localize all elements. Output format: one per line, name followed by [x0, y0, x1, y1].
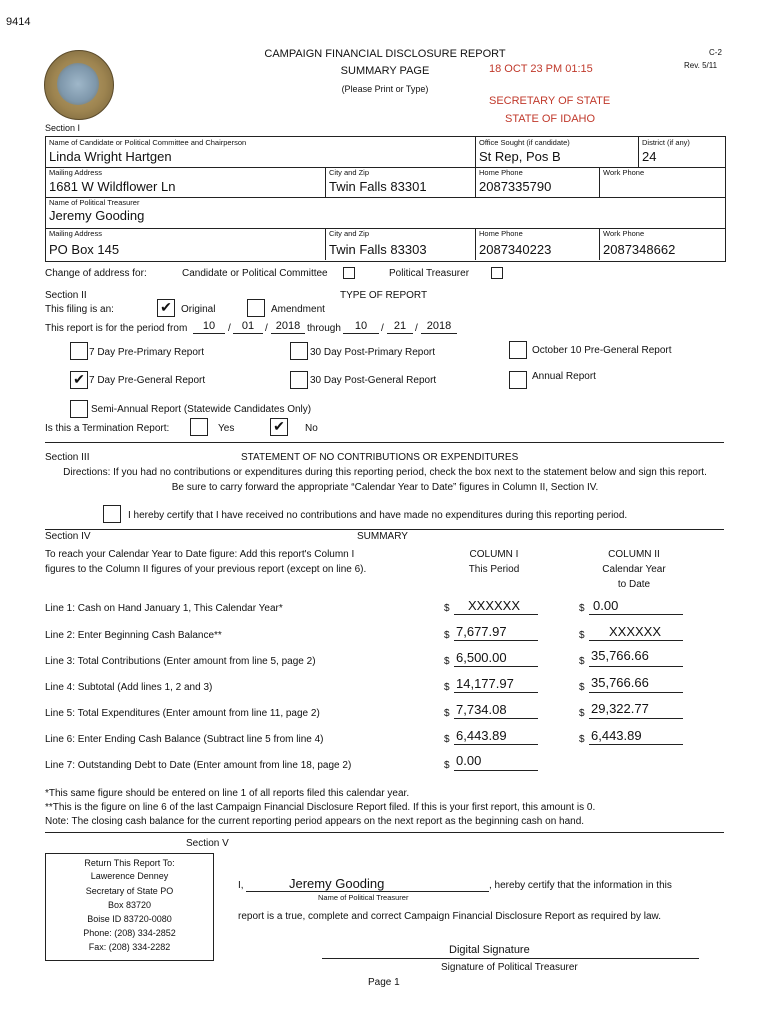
dollar-sign: $	[579, 682, 585, 693]
amendment-label: Amendment	[271, 304, 325, 315]
line1-column1[interactable]: XXXXXX	[468, 598, 521, 613]
line5-label: Line 5: Total Expenditures (Enter amount from line 11, page 2)	[45, 708, 320, 719]
termination-yes-checkbox[interactable]	[190, 418, 208, 436]
line2-label: Line 2: Enter Beginning Cash Balance**	[45, 630, 222, 641]
filing-label: This filing is an:	[45, 304, 114, 315]
termination-no-label: No	[305, 423, 318, 434]
city-value[interactable]: Twin Falls 83301	[329, 179, 427, 194]
to-month[interactable]: 10	[354, 320, 368, 332]
dollar-sign: $	[444, 708, 450, 719]
line1-column2[interactable]: 0.00	[593, 598, 619, 613]
section5-label: Section V	[186, 838, 229, 849]
section1-label: Section I	[45, 123, 81, 133]
dollar-sign: $	[579, 656, 585, 667]
dollar-sign: $	[444, 734, 450, 745]
footnote-2: **This is the figure on line 6 of the last Campaign Financial Disclosure Report filed. If this is your first report, this amount is 0.	[45, 802, 596, 813]
stamp-line2: STATE OF IDAHO	[505, 113, 596, 125]
7day-pre-primary-label: 7 Day Pre-Primary Report	[89, 347, 205, 358]
from-year[interactable]: 2018	[275, 320, 301, 332]
t-city-label: City and Zip	[329, 229, 370, 238]
column1-heading: COLUMN I	[469, 549, 519, 560]
t-work-label: Work Phone	[603, 229, 645, 238]
section3-label: Section III	[45, 452, 90, 463]
original-checkbox[interactable]: ✔	[157, 299, 175, 317]
section3-heading: STATEMENT OF NO CONTRIBUTIONS OR EXPENDITURES	[241, 452, 519, 463]
stamp-line1: SECRETARY OF STATE	[489, 95, 611, 107]
dollar-sign: $	[579, 603, 585, 614]
line4-label: Line 4: Subtotal (Add lines 1, 2 and 3)	[45, 682, 213, 693]
annual-report-label: Annual Report	[532, 371, 596, 382]
return-line: Phone: (208) 334-2852	[83, 928, 176, 938]
section4-label: Section IV	[45, 531, 91, 542]
treasurer-value[interactable]: Jeremy Gooding	[49, 208, 145, 223]
line7-column1[interactable]: 0.00	[456, 753, 482, 768]
line5-column1[interactable]: 7,734.08	[456, 702, 507, 717]
t-mail-value[interactable]: PO Box 145	[49, 242, 120, 257]
signature-caption: Signature of Political Treasurer	[441, 962, 578, 973]
form-code: C-2	[709, 48, 722, 57]
line3-label: Line 3: Total Contributions (Enter amount from line 5, page 2)	[45, 656, 316, 667]
30day-post-primary-checkbox[interactable]	[290, 342, 308, 360]
change-treasurer-checkbox[interactable]	[491, 267, 503, 279]
7day-pre-primary-checkbox[interactable]	[70, 342, 88, 360]
return-line: Fax: (208) 334-2282	[88, 942, 171, 952]
return-line: Boise ID 83720-0080	[87, 914, 172, 924]
summary-intro-1: To reach your Calendar Year to Date figure: Add this report's Column I	[45, 549, 355, 560]
original-label: Original	[181, 304, 216, 315]
change-candidate-checkbox[interactable]	[343, 267, 355, 279]
mail-label: Mailing Address	[49, 168, 102, 177]
mail-value[interactable]: 1681 W Wildflower Ln	[49, 179, 176, 194]
line1-label: Line 1: Cash on Hand January 1, This Calendar Year*	[45, 603, 283, 614]
city-label: City and Zip	[329, 168, 370, 177]
line2-column2[interactable]: XXXXXX	[609, 624, 662, 639]
oct10-pre-general-label: October 10 Pre-General Report	[532, 345, 672, 356]
dollar-sign: $	[579, 708, 585, 719]
treasurer-label: Name of Political Treasurer	[49, 198, 140, 207]
period-label: This report is for the period from	[45, 323, 188, 334]
column2-subheading-1: Calendar Year	[602, 564, 666, 575]
semi-annual-checkbox[interactable]	[70, 400, 88, 418]
from-month[interactable]: 10	[202, 320, 216, 332]
line4-column2[interactable]: 35,766.66	[591, 675, 649, 690]
line5-column2[interactable]: 29,322.77	[591, 701, 649, 716]
to-year[interactable]: 2018	[426, 320, 452, 332]
summary-intro-2: figures to the Column II figures of your previous report (except on line 6).	[45, 564, 367, 575]
summary-heading: SUMMARY	[357, 531, 408, 542]
through-label: through	[307, 323, 341, 334]
return-line: Return This Report To:	[84, 858, 175, 868]
name-label: Name of Candidate or Political Committee and Chairperson	[49, 138, 247, 147]
dollar-sign: $	[444, 630, 450, 641]
t-home-value[interactable]: 2087340223	[479, 242, 552, 257]
dollar-sign: $	[579, 630, 585, 641]
footnote-1: *This same figure should be entered on line 1 of all reports filed this calendar year.	[45, 788, 410, 799]
digital-signature[interactable]: Digital Signature	[449, 944, 530, 956]
home-phone-value[interactable]: 2087335790	[479, 179, 552, 194]
district-value[interactable]: 24	[642, 149, 657, 164]
return-line: Box 83720	[107, 900, 152, 910]
line7-label: Line 7: Outstanding Debt to Date (Enter amount from line 18, page 2)	[45, 760, 352, 771]
30day-post-general-checkbox[interactable]	[290, 371, 308, 389]
certify-tail: , hereby certify that the information in this	[489, 880, 672, 891]
to-day[interactable]: 21	[393, 320, 407, 332]
home-phone-label: Home Phone	[479, 168, 523, 177]
t-city-value[interactable]: Twin Falls 83303	[329, 242, 427, 257]
office-label: Office Sought (if candidate)	[479, 138, 570, 147]
7day-pre-general-checkbox[interactable]: ✔	[70, 371, 88, 389]
line6-column2[interactable]: 6,443.89	[591, 728, 642, 743]
dollar-sign: $	[444, 603, 450, 614]
section3-directions-1: Directions: If you had no contributions or expenditures during this reporting period, check the box next to the statement below and sign this report.	[63, 467, 707, 478]
change-candidate-label: Candidate or Political Committee	[182, 268, 328, 279]
document-id: 9414	[6, 16, 31, 28]
termination-yes-label: Yes	[218, 423, 235, 434]
change-treasurer-label: Political Treasurer	[389, 268, 470, 279]
annual-report-checkbox[interactable]	[509, 371, 527, 389]
column2-heading: COLUMN II	[608, 549, 660, 560]
office-value[interactable]: St Rep, Pos B	[479, 149, 561, 164]
return-line: Lawerence Denney	[90, 871, 169, 881]
semi-annual-label: Semi-Annual Report (Statewide Candidates Only)	[91, 404, 312, 415]
dollar-sign: $	[579, 734, 585, 745]
form-title: CAMPAIGN FINANCIAL DISCLOSURE REPORT	[264, 48, 506, 60]
dollar-sign: $	[444, 682, 450, 693]
7day-pre-general-label: 7 Day Pre-General Report	[89, 375, 206, 386]
name-value[interactable]: Linda Wright Hartgen	[49, 149, 172, 164]
no-contributions-checkbox[interactable]	[103, 505, 121, 523]
type-of-report-heading: TYPE OF REPORT	[340, 290, 428, 301]
idaho-state-seal-icon	[44, 50, 114, 120]
return-line: Secretary of State PO	[85, 886, 174, 896]
dollar-sign: $	[444, 656, 450, 667]
line3-column2[interactable]: 35,766.66	[591, 648, 649, 663]
dollar-sign: $	[444, 760, 450, 771]
line4-column1[interactable]: 14,177.97	[456, 676, 514, 691]
30day-post-general-label: 30 Day Post-General Report	[310, 375, 437, 386]
from-day[interactable]: 01	[241, 320, 255, 332]
section2-label: Section II	[45, 290, 87, 301]
return-address-box	[45, 853, 214, 961]
t-mail-label: Mailing Address	[49, 229, 102, 238]
work-phone-label: Work Phone	[603, 168, 645, 177]
amendment-checkbox[interactable]	[247, 299, 265, 317]
termination-label: Is this a Termination Report:	[45, 423, 170, 434]
revision: Rev. 5/11	[684, 61, 718, 70]
change-address-label: Change of address for:	[45, 268, 147, 279]
line2-column1[interactable]: 7,677.97	[456, 624, 507, 639]
form-subtitle: SUMMARY PAGE	[340, 65, 430, 77]
certify-line2: report is a true, complete and correct Campaign Financial Disclosure Report as required by law.	[238, 911, 661, 922]
district-label: District (if any)	[642, 138, 690, 147]
certify-i-label: I,	[238, 880, 244, 891]
line6-label: Line 6: Enter Ending Cash Balance (Subtract line 5 from line 4)	[45, 734, 324, 745]
section3-directions-2: Be sure to carry forward the appropriate “Calendar Year to Date” figures in Column II, Section IV.	[171, 482, 599, 493]
certify-treasurer-name[interactable]: Jeremy Gooding	[289, 876, 385, 891]
termination-no-checkbox[interactable]: ✔	[270, 418, 288, 436]
line6-column1[interactable]: 6,443.89	[456, 728, 507, 743]
name-caption: Name of Political Treasurer	[318, 893, 409, 902]
t-work-value[interactable]: 2087348662	[603, 242, 676, 257]
footnote-3: Note: The closing cash balance for the current reporting period appears on the next report as the beginning cash on hand.	[45, 816, 585, 827]
no-contributions-statement: I hereby certify that I have received no contributions and have made no expenditures during this reporting period.	[128, 510, 628, 521]
page-number: Page 1	[368, 977, 400, 988]
30day-post-primary-label: 30 Day Post-Primary Report	[310, 347, 436, 358]
line3-column1[interactable]: 6,500.00	[456, 650, 507, 665]
stamp-date: 18 OCT 23 PM 01:15	[489, 63, 593, 75]
print-note: (Please Print or Type)	[341, 84, 429, 94]
t-home-label: Home Phone	[479, 229, 523, 238]
column1-subheading: This Period	[468, 564, 520, 575]
column2-subheading-2: to Date	[617, 579, 651, 590]
oct10-pre-general-checkbox[interactable]	[509, 341, 527, 359]
